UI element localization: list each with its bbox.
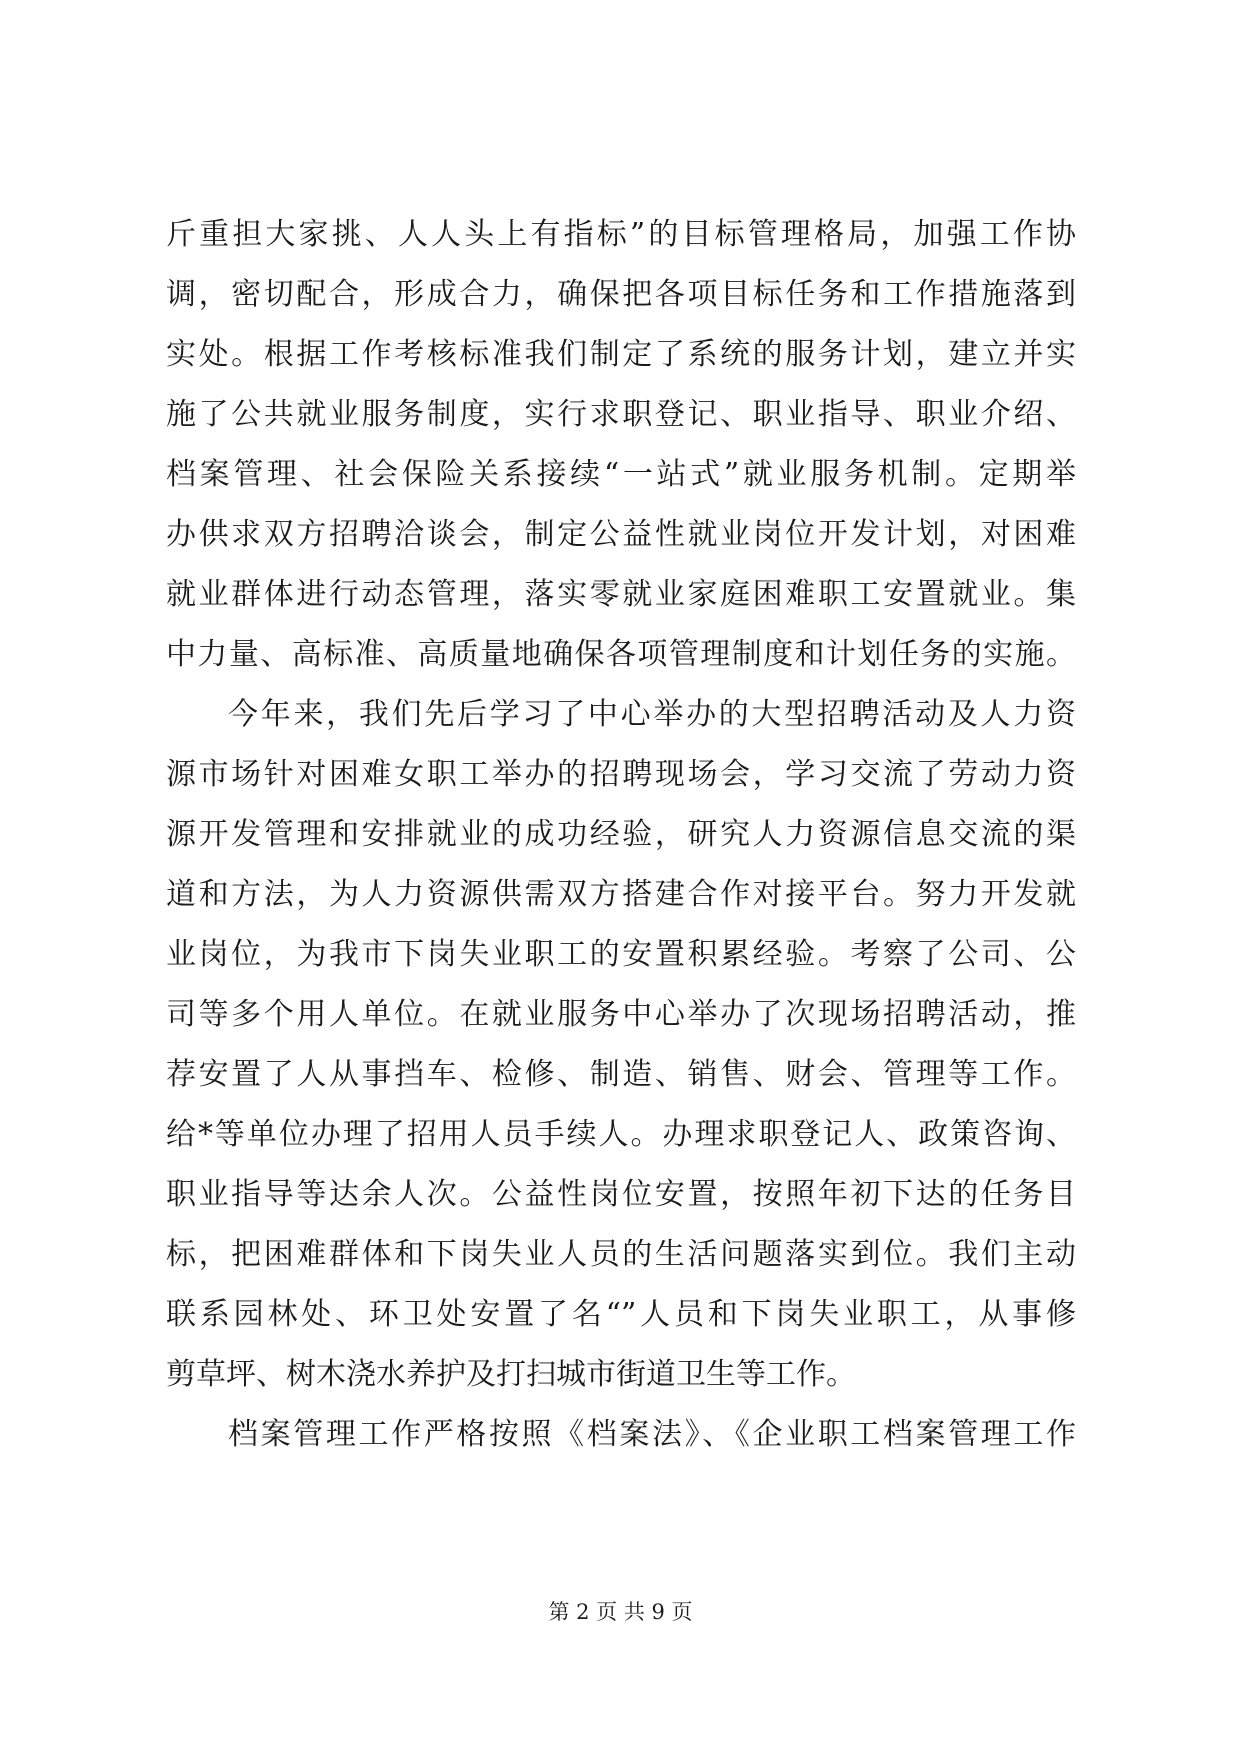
paragraph-1-line-4: 施了公共就业服务制度，实行求职登记、职业指导、职业介绍、 xyxy=(166,397,1076,432)
paragraph-1-line-2: 调，密切配合，形成合力，确保把各项目标任务和工作措施落到 xyxy=(166,277,1076,312)
paragraph-2-line-10: 标，把困难群体和下岗失业人员的生活问题落实到位。我们主动 xyxy=(166,1237,1076,1272)
paragraph-2-line-6: 司等多个用人单位。在就业服务中心举办了次现场招聘活动，推 xyxy=(166,997,1076,1032)
paragraph-2-line-4: 道和方法，为人力资源供需双方搭建合作对接平台。努力开发就 xyxy=(166,877,1076,912)
page-number-footer: 第 2 页 共 9 页 xyxy=(548,1600,693,1624)
paragraph-1-line-1: 斤重担大家挑、人人头上有指标”的目标管理格局，加强工作协 xyxy=(166,217,1076,252)
paragraph-1-line-7: 就业群体进行动态管理，落实零就业家庭困难职工安置就业。集 xyxy=(166,577,1076,612)
paragraph-2-line-7: 荐安置了人从事挡车、检修、制造、销售、财会、管理等工作。 xyxy=(166,1057,1076,1092)
paragraph-2-line-8: 给*等单位办理了招用人员手续人。办理求职登记人、政策咨询、 xyxy=(166,1117,1076,1152)
paragraph-1-line-5: 档案管理、社会保险关系接续“一站式”就业服务机制。定期举 xyxy=(166,457,1076,492)
paragraph-1-line-3: 实处。根据工作考核标准我们制定了系统的服务计划，建立并实 xyxy=(166,337,1076,372)
paragraph-2-line-11: 联系园林处、环卫处安置了名“”人员和下岗失业职工，从事修 xyxy=(166,1297,1076,1332)
paragraph-2-line-3: 源开发管理和安排就业的成功经验，研究人力资源信息交流的渠 xyxy=(166,817,1076,852)
document-body xyxy=(166,205,1076,1465)
paragraph-2-line-5: 业岗位，为我市下岗失业职工的安置积累经验。考察了公司、公 xyxy=(166,937,1076,972)
paragraph-2-line-12: 剪草坪、树木浇水养护及打扫城市街道卫生等工作。 xyxy=(166,1357,856,1392)
paragraph-2-line-9: 职业指导等达余人次。公益性岗位安置，按照年初下达的任务目 xyxy=(166,1177,1076,1212)
paragraph-2-line-2: 源市场针对困难女职工举办的招聘现场会，学习交流了劳动力资 xyxy=(166,757,1076,792)
paragraph-1-line-6: 办供求双方招聘洽谈会，制定公益性就业岗位开发计划，对困难 xyxy=(166,517,1076,552)
paragraph-2-line-1: 今年来，我们先后学习了中心举办的大型招聘活动及人力资 xyxy=(228,697,1076,732)
paragraph-1-line-8: 中力量、高标准、高质量地确保各项管理制度和计划任务的实施。 xyxy=(166,637,1076,672)
paragraph-3-line-1: 档案管理工作严格按照《档案法》、《企业职工档案管理工作 xyxy=(228,1417,1076,1452)
